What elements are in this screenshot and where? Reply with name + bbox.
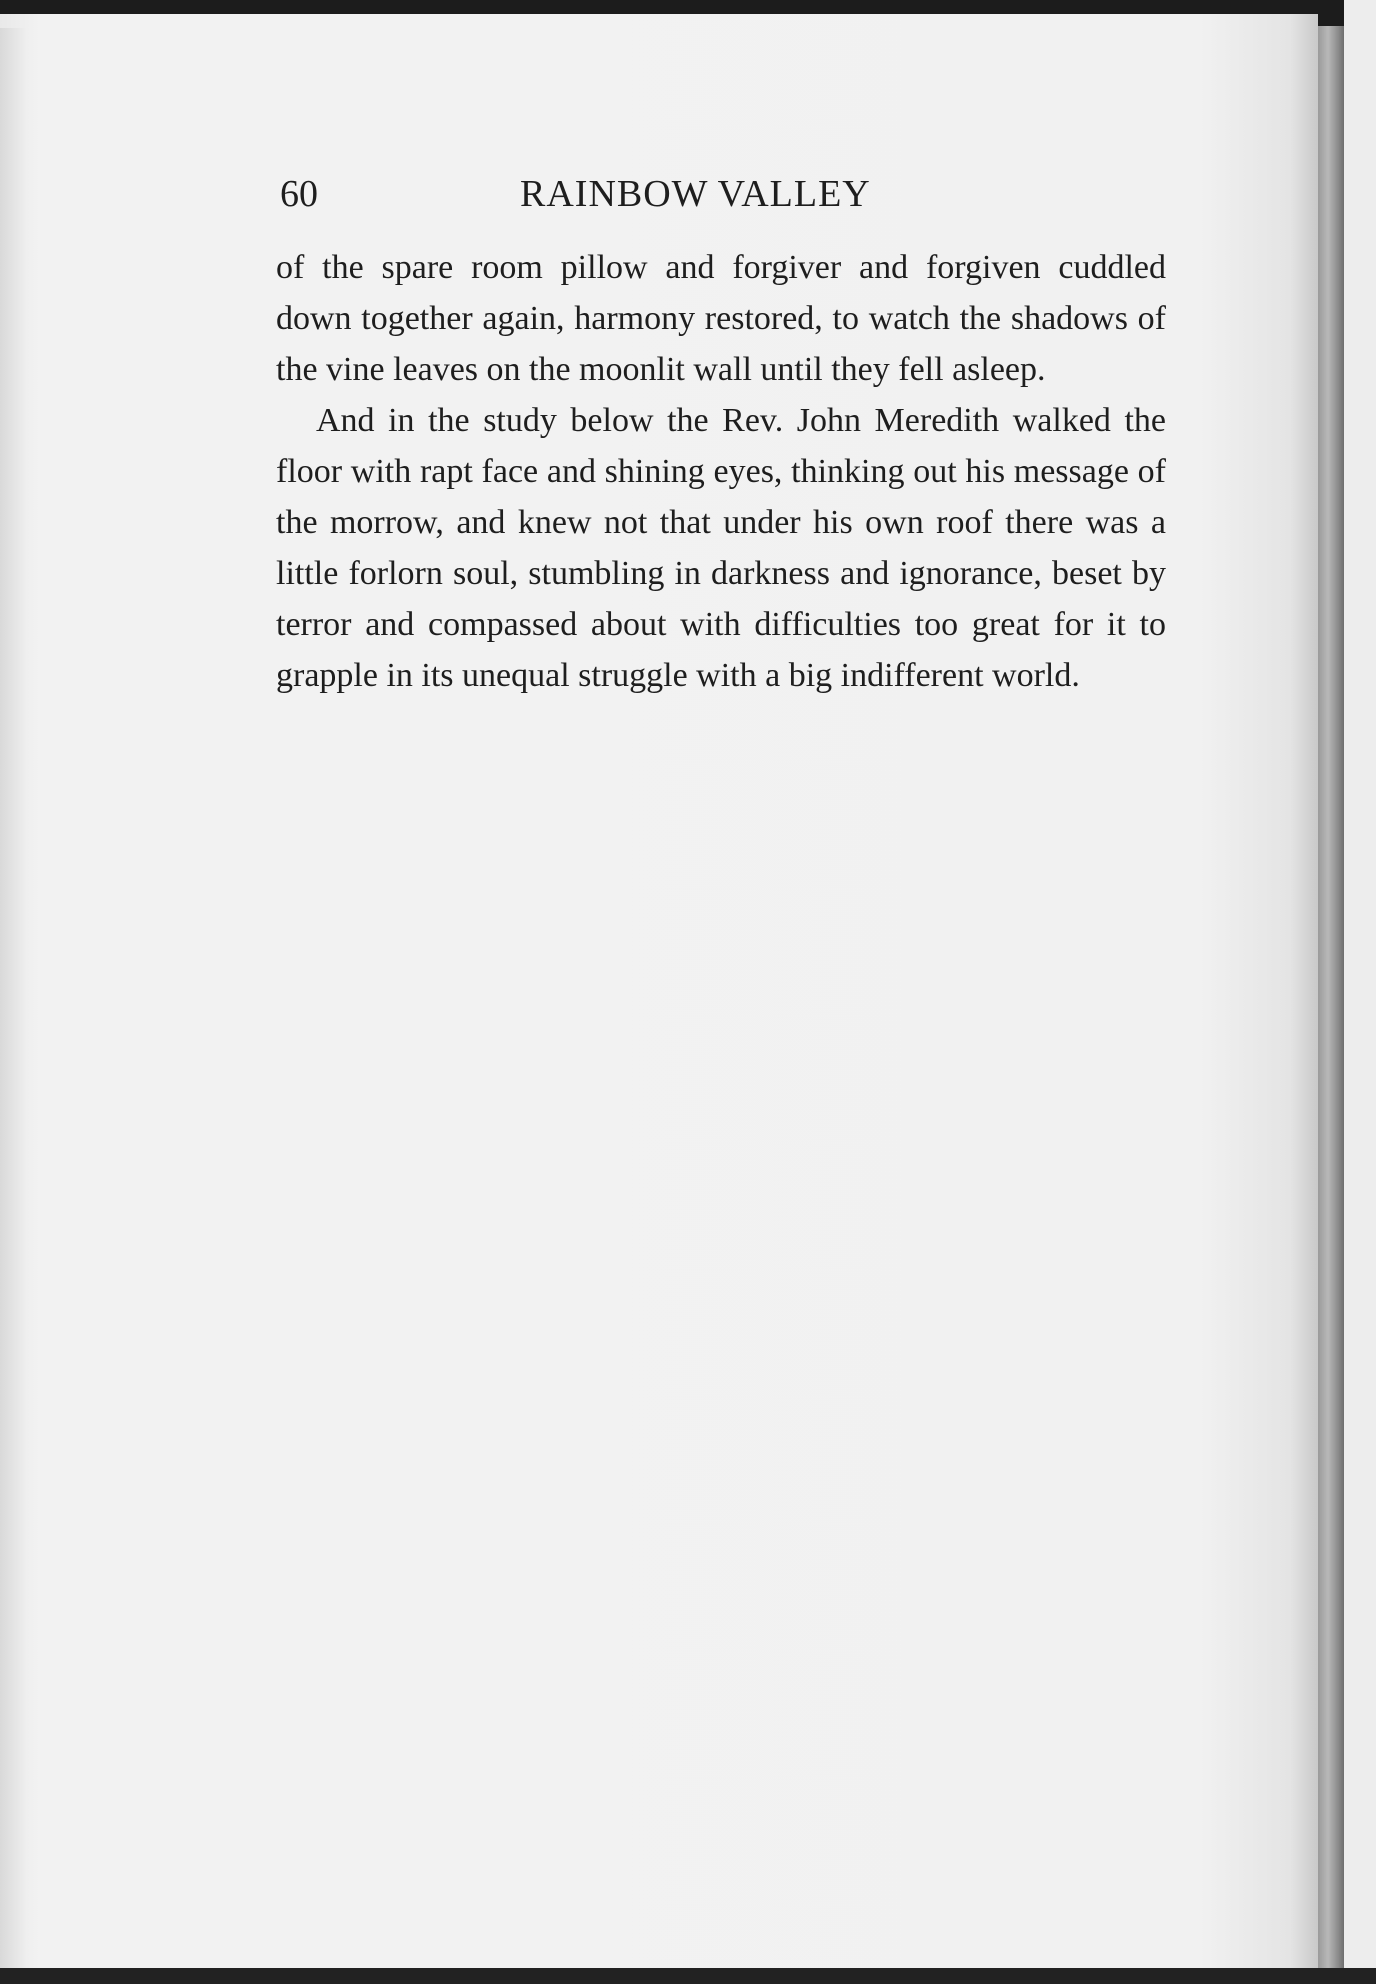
page-edge-right <box>1344 0 1376 1984</box>
page-gutter-edge <box>0 28 26 1982</box>
running-head <box>280 166 1160 222</box>
scan-border-bottom <box>0 1968 1376 1984</box>
paragraph-continued: of the spare room pillow and forgiver and forgiven cuddled down together again, harmony restored, to watch the shadows of the vine leaves on the moonlit wall until they fell asleep. <box>276 249 1166 388</box>
book-page <box>0 14 1318 1968</box>
book-title-header: RAINBOW VALLEY <box>520 173 871 215</box>
book-spine-shadow <box>1318 26 1344 1972</box>
paragraph: And in the study below the Rev. John Meredith walked the floor with rapt face and shining eyes, thinking out his message of the morrow, and knew not that under his own roof there was a little forlorn soul, stumbling in darkness and ignorance, beset by terror and compassed about with difficulties too great for it to grapple in its unequal struggle with a big indifferent world. <box>276 402 1166 694</box>
page-number: 60 <box>280 173 318 215</box>
body-text <box>276 242 1166 701</box>
